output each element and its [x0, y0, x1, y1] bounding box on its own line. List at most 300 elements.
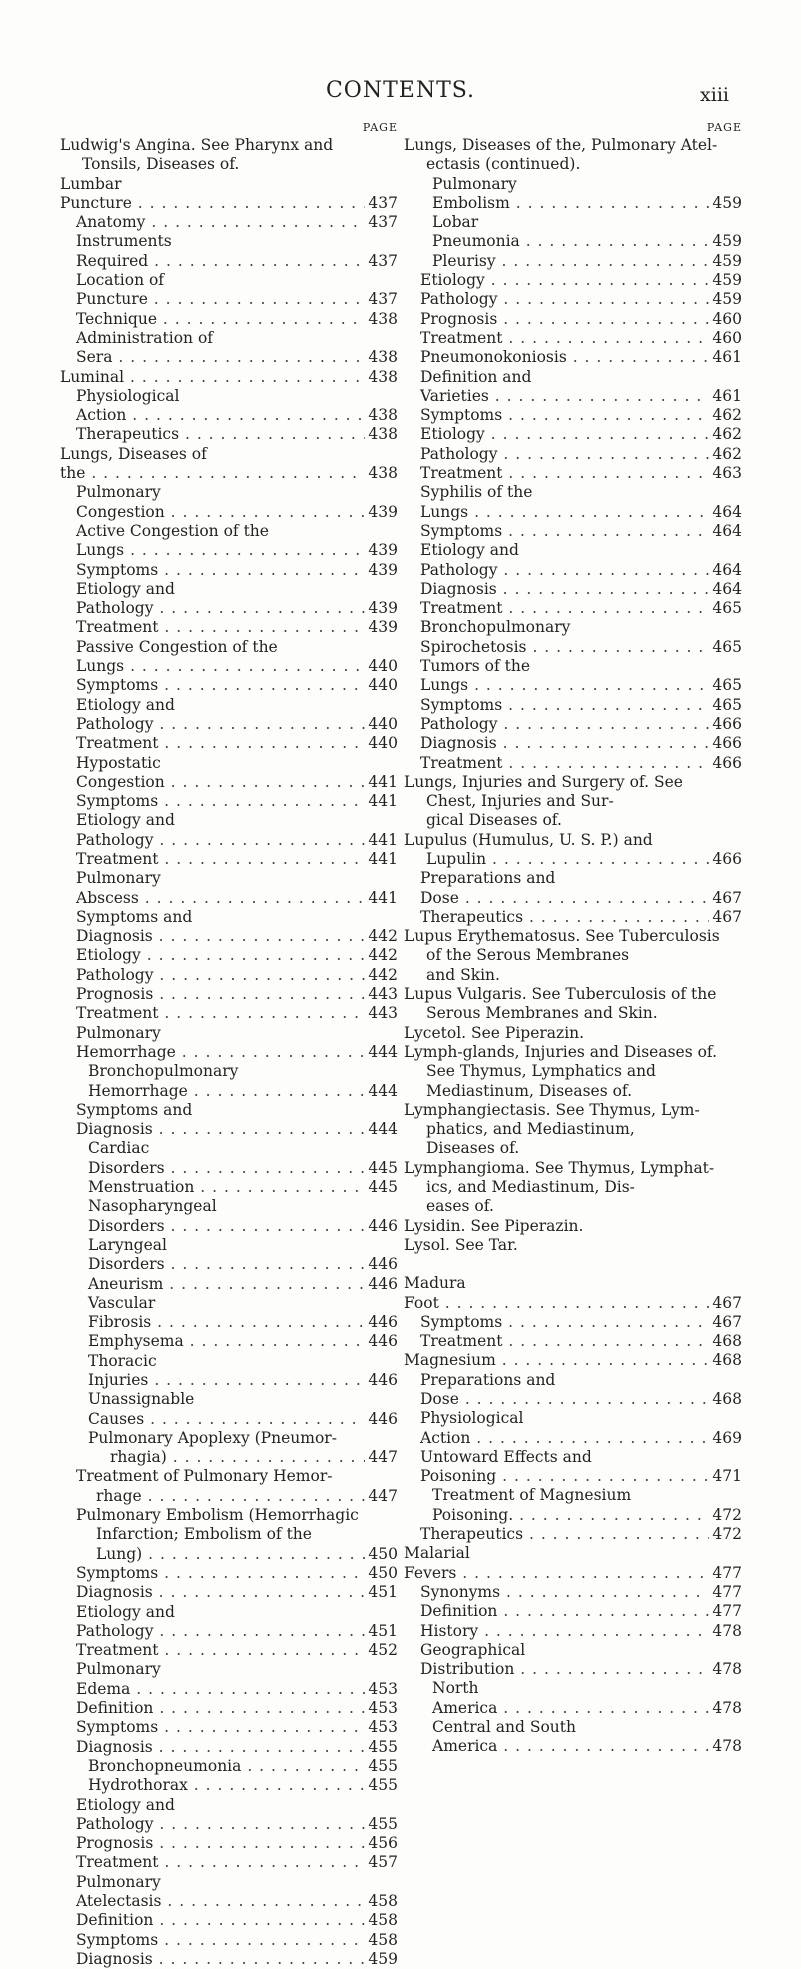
index-entry — [60, 1024, 398, 1063]
page-ref: 459 — [709, 271, 742, 290]
entry-list — [404, 136, 742, 1757]
index-entry — [60, 1583, 398, 1602]
index-entry — [404, 1159, 742, 1217]
page-ref: 444 — [365, 1043, 398, 1062]
entry-continuation: Serous Membranes and Skin. — [426, 1004, 658, 1023]
page-ref: 464 — [709, 522, 742, 541]
index-entry — [60, 1834, 398, 1853]
entry-label: Symptoms . . . — [76, 1718, 398, 1736]
page-ref: 437 — [365, 252, 398, 271]
index-entry — [404, 1236, 742, 1255]
running-title: CONTENTS. — [325, 78, 476, 103]
page-ref: 469 — [709, 1429, 742, 1448]
page-ref: 457 — [365, 1853, 398, 1872]
entry-label: Etiology . . . — [76, 946, 398, 964]
entry-label: Aneurism . . . — [88, 1275, 398, 1293]
index-entry — [60, 1757, 398, 1776]
index-entry — [404, 599, 742, 618]
entry-continuation: rhagia) . . . — [88, 1448, 360, 1467]
page-ref: 471 — [709, 1467, 742, 1486]
page-ref: 477 — [709, 1602, 742, 1621]
index-entry — [404, 985, 742, 1024]
page-ref: 438 — [365, 425, 398, 444]
page-ref: 464 — [709, 561, 742, 580]
page-ref: 444 — [365, 1082, 398, 1101]
page-ref: 446 — [365, 1410, 398, 1429]
page-ref: 459 — [709, 232, 742, 251]
entry-label: Lymph-glands, Injuries and Diseases of. — [404, 1042, 718, 1061]
page-ref: 465 — [709, 599, 742, 618]
entry-label: Definition and Varieties . . . — [420, 368, 742, 405]
entry-continuation: ectasis (continued). — [426, 155, 581, 174]
index-entry — [404, 1217, 742, 1236]
index-entry — [60, 1101, 398, 1140]
page-ref: 461 — [709, 348, 742, 367]
page-ref: 439 — [365, 618, 398, 637]
index-entry — [60, 425, 398, 444]
entry-label: Unassignable Causes . . . — [88, 1390, 398, 1427]
entry-label: Hypostatic Congestion . . . — [76, 754, 398, 791]
entry-label: Diagnosis . . . — [76, 1738, 398, 1756]
entry-label: Physiological Action . . . — [420, 1409, 742, 1446]
entry-label: Pathology . . . — [420, 715, 742, 733]
entry-label: Therapeutics . . . — [420, 1525, 742, 1543]
entry-label: Physiological Action . . . — [76, 387, 398, 424]
entry-label: Laryngeal Disorders . . . — [88, 1236, 398, 1273]
page-ref: 464 — [709, 580, 742, 599]
index-entry — [404, 1332, 742, 1351]
index-entry — [60, 1390, 398, 1429]
page-ref: 478 — [709, 1622, 742, 1641]
page-ref: 450 — [365, 1564, 398, 1583]
index-entry — [60, 271, 398, 310]
index-entry — [60, 1429, 398, 1468]
entry-label: Thoracic Injuries . . . — [88, 1352, 398, 1389]
index-entry — [60, 1062, 398, 1101]
page-ref: 437 — [365, 290, 398, 309]
entry-label: Pathology . . . — [420, 445, 742, 463]
index-entry — [60, 1873, 398, 1912]
entry-label: Treatment . . . — [76, 1004, 398, 1022]
page-ref: 438 — [365, 368, 398, 387]
page-ref: 455 — [365, 1776, 398, 1795]
entry-label: Symptoms and Diagnosis . . . — [76, 1101, 398, 1138]
index-entry — [404, 483, 742, 522]
entry-label: Pulmonary Atelectasis . . . — [76, 1873, 398, 1910]
entry-label: Anatomy . . . — [76, 213, 398, 231]
entry-label: Magnesium . . . — [404, 1351, 742, 1369]
entry-label: Pulmonary Abscess . . . — [76, 869, 398, 906]
entry-label: Symptoms . . . — [420, 1313, 742, 1331]
page-ref: 451 — [365, 1622, 398, 1641]
page-ref: 440 — [365, 734, 398, 753]
index-entry — [404, 1525, 742, 1544]
entry-label: Etiology and Pathology . . . — [76, 1603, 398, 1640]
index-entry — [404, 329, 742, 348]
entry-label: Pulmonary Apoplexy (Pneumor- — [88, 1428, 337, 1447]
entry-continuation: and Skin. — [426, 965, 500, 984]
page-ref: 468 — [709, 1332, 742, 1351]
page-ref: 445 — [365, 1178, 398, 1197]
index-entry — [60, 483, 398, 522]
entry-label: Emphysema . . . — [88, 1332, 398, 1350]
index-entry — [60, 1236, 398, 1275]
page-ref: 443 — [365, 985, 398, 1004]
index-entry — [404, 1448, 742, 1487]
index-entry — [60, 1467, 398, 1506]
entry-label: Therapeutics . . . — [420, 908, 742, 926]
entry-label: Bronchopneumonia . . . — [88, 1757, 398, 1775]
entry-label: Active Congestion of the Lungs . . . — [76, 522, 398, 559]
index-entry — [60, 1197, 398, 1236]
entry-label: History . . . — [420, 1622, 742, 1640]
index-entry — [404, 908, 742, 927]
entry-label: Geographical Distribution . . . — [420, 1641, 742, 1678]
page-ref: 467 — [709, 908, 742, 927]
page-ref: 466 — [709, 734, 742, 753]
page-ref: 455 — [365, 1757, 398, 1776]
index-entry — [404, 425, 742, 444]
page-ref: 478 — [709, 1699, 742, 1718]
entry-label: Lungs, Diseases of the . . . — [60, 445, 398, 482]
index-entry — [60, 1352, 398, 1391]
entry-continuation: See Thymus, Lymphatics and — [426, 1062, 656, 1081]
entry-label: Diagnosis . . . — [420, 580, 742, 598]
page-ref: 456 — [365, 1834, 398, 1853]
entry-label: Luminal . . . — [60, 368, 398, 386]
entry-label: Bronchopulmonary Spirochetosis . . . — [420, 618, 742, 655]
entry-label: Pulmonary Congestion . . . — [76, 483, 398, 520]
entry-label: Untoward Effects and Poisoning . . . — [420, 1448, 742, 1485]
section-gap — [404, 1255, 742, 1274]
entry-label: Etiology and Pathology . . . — [76, 696, 398, 733]
page-ref: 462 — [709, 445, 742, 464]
entry-label: Treatment . . . — [76, 1853, 398, 1871]
page-ref: 444 — [365, 1120, 398, 1139]
entry-label: Treatment . . . — [420, 464, 742, 482]
page-ref: 467 — [709, 1313, 742, 1332]
page-ref: 440 — [365, 715, 398, 734]
page-ref: 467 — [709, 1294, 742, 1313]
index-entry — [404, 213, 742, 252]
entry-label: North America . . . — [432, 1679, 742, 1716]
index-entry — [404, 1409, 742, 1448]
index-entry — [60, 1506, 398, 1564]
entry-label: Treatment . . . — [76, 734, 398, 752]
index-entry — [60, 136, 398, 175]
entry-label: Diagnosis . . . — [420, 734, 742, 752]
entry-label: Symptoms . . . — [76, 1931, 398, 1949]
index-entry — [60, 1738, 398, 1757]
page-ref: 440 — [365, 676, 398, 695]
entry-label: Vascular Fibrosis . . . — [88, 1294, 398, 1331]
index-entry — [404, 175, 742, 214]
entry-label: Treatment of Pulmonary Hemor- — [76, 1467, 333, 1486]
entry-label: Treatment of Magnesium Poisoning. . . . — [432, 1486, 742, 1523]
page-ref: 439 — [365, 503, 398, 522]
page-ref: 437 — [365, 213, 398, 232]
entry-label: Treatment . . . — [420, 329, 742, 347]
index-entry — [404, 773, 742, 831]
index-entry — [404, 1274, 742, 1313]
entry-label: Diagnosis . . . — [76, 1950, 398, 1968]
entry-continuation: ics, and Mediastinum, Dis- — [426, 1178, 635, 1197]
index-entry — [404, 252, 742, 271]
entry-label: Technique . . . — [76, 310, 398, 328]
entry-continuation: Lupulin . . . — [404, 850, 704, 869]
index-entry — [60, 1950, 398, 1969]
entry-label: Pulmonary Embolism (Hemorrhagic — [76, 1506, 359, 1525]
index-entry — [60, 1718, 398, 1737]
page-ref: 465 — [709, 676, 742, 695]
page-ref: 446 — [365, 1371, 398, 1390]
index-entry — [404, 136, 742, 175]
index-entry — [404, 406, 742, 425]
entry-continuation: gical Diseases of. — [426, 811, 562, 830]
index-entry — [60, 1004, 398, 1023]
index-entry — [404, 618, 742, 657]
page-ref: 468 — [709, 1351, 742, 1370]
index-entry — [404, 348, 742, 367]
entry-label: Lobar Pneumonia . . . — [432, 213, 742, 250]
entry-continuation: phatics, and Mediastinum, — [426, 1120, 635, 1139]
page-ref: 477 — [709, 1564, 742, 1583]
index-entry — [404, 580, 742, 599]
index-entry — [404, 1679, 742, 1718]
page-ref: 441 — [365, 792, 398, 811]
entry-label: Lupus Vulgaris. See Tuberculosis of the — [404, 985, 717, 1004]
entry-label: Lycetol. See Piperazin. — [404, 1023, 585, 1042]
page-ref: 453 — [365, 1718, 398, 1737]
page-ref: 442 — [365, 927, 398, 946]
entry-label: Treatment . . . — [420, 1332, 742, 1350]
index-entry — [60, 754, 398, 793]
page-ref: 464 — [709, 503, 742, 522]
entry-label: Symptoms . . . — [420, 696, 742, 714]
page-ref: 468 — [709, 1390, 742, 1409]
entry-label: Pleurisy . . . — [432, 252, 742, 270]
entry-continuation: rhage . . . — [76, 1487, 360, 1506]
index-entry — [404, 657, 742, 696]
entry-continuation: eases of. — [426, 1197, 494, 1216]
entry-label: Treatment . . . — [76, 850, 398, 868]
page-ref: 459 — [709, 252, 742, 271]
page-ref: 445 — [365, 1159, 398, 1178]
entry-label: Lupulus (Humulus, U. S. P.) and — [404, 830, 653, 849]
page-ref: 440 — [365, 657, 398, 676]
entry-label: Pneumonokoniosis . . . — [420, 348, 742, 366]
entry-label: Prognosis . . . — [420, 310, 742, 328]
entry-label: Lymphangioma. See Thymus, Lymphat- — [404, 1158, 715, 1177]
page-ref: 453 — [365, 1699, 398, 1718]
page-ref: 438 — [365, 348, 398, 367]
page-ref: 459 — [709, 290, 742, 309]
page-ref: 462 — [709, 425, 742, 444]
page-ref: 442 — [365, 946, 398, 965]
page-ref: 463 — [709, 464, 742, 483]
entry-label: Lysidin. See Piperazin. — [404, 1216, 584, 1235]
index-entry — [60, 329, 398, 368]
entry-label: Lungs, Diseases of the, Pulmonary Atel- — [404, 136, 718, 154]
entry-continuation: Infarction; Embolism of the — [96, 1525, 312, 1544]
page-ref: 446 — [365, 1332, 398, 1351]
index-entry — [404, 1486, 742, 1525]
index-entry — [404, 696, 742, 715]
index-entry — [404, 445, 742, 464]
entry-label: Preparations and Dose . . . — [420, 1371, 742, 1408]
page-ref: 450 — [365, 1545, 398, 1564]
page-ref: 459 — [365, 1950, 398, 1969]
page-ref: 441 — [365, 773, 398, 792]
page-header — [0, 78, 801, 108]
page-ref: 447 — [365, 1448, 398, 1467]
page-ref: 477 — [709, 1583, 742, 1602]
index-entry — [60, 696, 398, 735]
index-entry — [404, 522, 742, 541]
entry-label: Administration of Sera . . . — [76, 329, 398, 366]
entry-label: Ludwig's Angina. See Pharynx and — [60, 136, 334, 154]
entry-label: Symptoms . . . — [76, 792, 398, 810]
entry-continuation: Chest, Injuries and Sur- — [426, 792, 614, 811]
page-ref: 451 — [365, 1583, 398, 1602]
page-ref: 453 — [365, 1680, 398, 1699]
entry-label: Definition . . . — [76, 1911, 398, 1929]
index-entry — [404, 1583, 742, 1602]
entry-label: Malarial Fevers . . . — [404, 1544, 742, 1581]
page-ref: 472 — [709, 1525, 742, 1544]
entry-label: Bronchopulmonary Hemorrhage . . . — [88, 1062, 398, 1099]
page-ref: 441 — [365, 831, 398, 850]
index-entry — [404, 715, 742, 734]
index-entry — [404, 1043, 742, 1101]
index-entry — [404, 1371, 742, 1410]
entry-label: Prognosis . . . — [76, 1834, 398, 1852]
entry-label: Etiology and Pathology . . . — [76, 580, 398, 617]
entry-label: Therapeutics . . . — [76, 425, 398, 443]
index-entry — [60, 1911, 398, 1930]
entry-label: Tumors of the Lungs . . . — [420, 657, 742, 694]
page-ref: 446 — [365, 1275, 398, 1294]
index-entry — [60, 1699, 398, 1718]
page-ref: 452 — [365, 1641, 398, 1660]
entry-label: Symptoms and Diagnosis . . . — [76, 908, 398, 945]
entry-label: Etiology and Pathology . . . — [420, 541, 742, 578]
index-entry — [404, 271, 742, 290]
page-ref: 438 — [365, 406, 398, 425]
entry-continuation: of the Serous Membranes — [426, 946, 630, 965]
entry-label: Cardiac Disorders . . . — [88, 1139, 398, 1176]
index-entry — [60, 580, 398, 619]
index-entry — [404, 1101, 742, 1159]
index-entry — [60, 1796, 398, 1835]
page-ref: 438 — [365, 464, 398, 483]
entry-label: Instruments Required . . . — [76, 232, 398, 269]
entry-label: Symptoms . . . — [76, 561, 398, 579]
page-ref: 458 — [365, 1931, 398, 1950]
entry-label: Location of Puncture . . . — [76, 271, 398, 308]
page-ref: 467 — [709, 889, 742, 908]
index-entry — [60, 966, 398, 985]
index-entry — [60, 1275, 398, 1294]
index-entry — [404, 831, 742, 870]
page-ref: 441 — [365, 850, 398, 869]
index-entry — [404, 734, 742, 753]
entry-label: Lumbar Puncture . . . — [60, 175, 398, 212]
index-entry — [404, 1024, 742, 1043]
entry-label: Treatment . . . — [420, 754, 742, 772]
index-entry — [60, 1641, 398, 1660]
index-entry — [60, 1294, 398, 1333]
entry-label: Lungs, Injuries and Surgery of. See — [404, 772, 683, 791]
index-entry — [60, 676, 398, 695]
page-ref: 439 — [365, 541, 398, 560]
index-entry — [60, 908, 398, 947]
index-entry — [60, 1776, 398, 1795]
page-ref: 460 — [709, 310, 742, 329]
index-entry — [404, 310, 742, 329]
entry-continuation: Lung) . . . — [76, 1545, 360, 1564]
page-ref: 458 — [365, 1892, 398, 1911]
entry-label: Etiology . . . — [420, 425, 742, 443]
index-entry — [404, 1641, 742, 1680]
index-column-right — [404, 120, 742, 1757]
index-entry — [404, 927, 742, 985]
entry-label: Symptoms . . . — [76, 1564, 398, 1582]
entry-label: Definition . . . — [76, 1699, 398, 1717]
index-entry — [404, 464, 742, 483]
index-entry — [60, 1139, 398, 1178]
entry-list — [60, 136, 398, 1969]
index-entry — [60, 811, 398, 850]
entry-label: Diagnosis . . . — [76, 1583, 398, 1601]
entry-label: Symptoms . . . — [420, 406, 742, 424]
entry-label: Central and South America . . . — [432, 1718, 742, 1755]
page-ref: 478 — [709, 1660, 742, 1679]
entry-label: Pulmonary Embolism . . . — [432, 175, 742, 212]
entry-label: Lysol. See Tar. — [404, 1235, 518, 1254]
index-entry — [404, 368, 742, 407]
index-entry — [60, 368, 398, 387]
page-ref: 472 — [709, 1506, 742, 1525]
index-entry — [60, 232, 398, 271]
index-entry — [60, 1603, 398, 1642]
index-entry — [60, 175, 398, 214]
page-ref: 466 — [709, 754, 742, 773]
index-entry — [404, 754, 742, 773]
index-entry — [60, 985, 398, 1004]
entry-label: Madura Foot . . . — [404, 1274, 742, 1311]
index-entry — [404, 1544, 742, 1583]
page-ref: 460 — [709, 329, 742, 348]
index-entry — [60, 1660, 398, 1699]
entry-label: Lymphangiectasis. See Thymus, Lym- — [404, 1100, 700, 1119]
entry-label: Pulmonary Edema . . . — [76, 1660, 398, 1697]
index-entry — [404, 1622, 742, 1641]
page-ref: 439 — [365, 561, 398, 580]
entry-label: Treatment . . . — [420, 599, 742, 617]
entry-label: Preparations and Dose . . . — [420, 869, 742, 906]
page-ref: 437 — [365, 194, 398, 213]
page-ref: 462 — [709, 406, 742, 425]
page-ref: 447 — [365, 1487, 398, 1506]
entry-label: Etiology and Pathology . . . — [76, 1796, 398, 1833]
entry-label: Symptoms . . . — [76, 676, 398, 694]
index-entry — [60, 1931, 398, 1950]
index-entry — [60, 213, 398, 232]
entry-label: Treatment . . . — [76, 1641, 398, 1659]
index-entry — [60, 445, 398, 484]
page-ref: 465 — [709, 638, 742, 657]
